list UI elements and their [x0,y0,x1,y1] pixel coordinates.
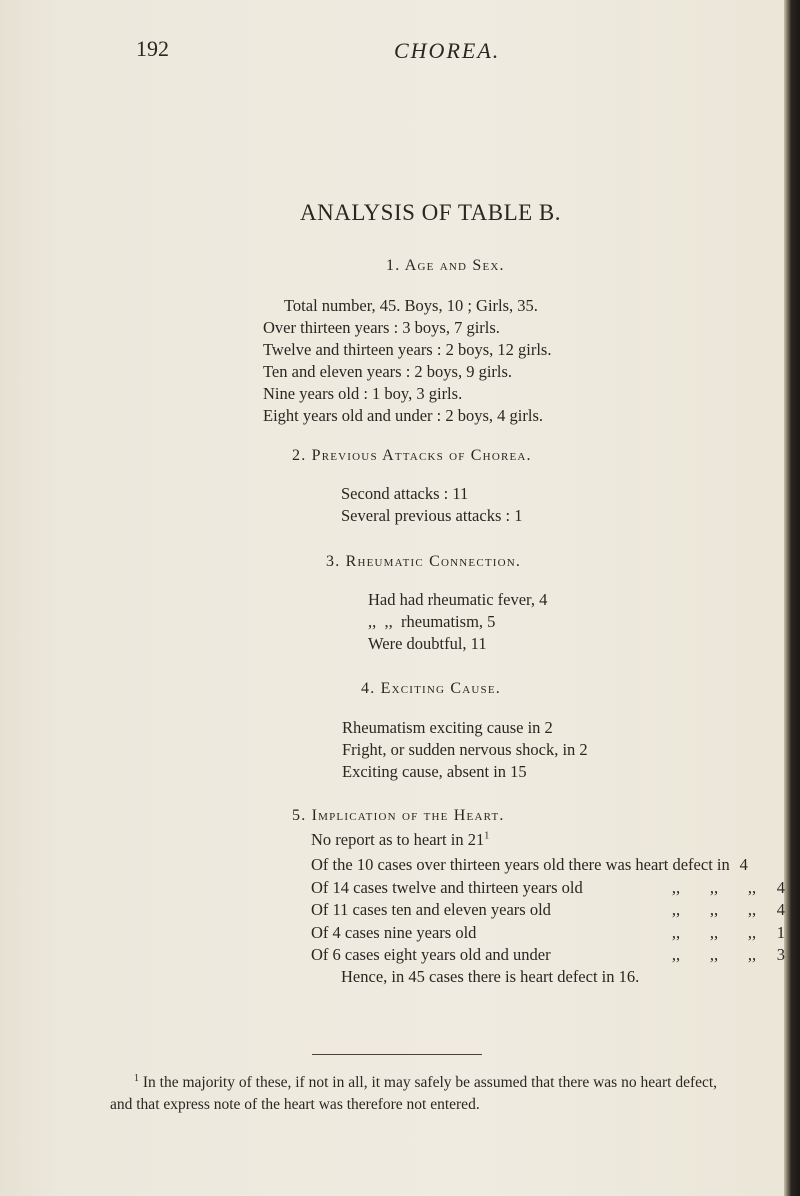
ditto-mark: ,, [671,945,681,964]
list-item: Over thirteen years : 3 boys, 7 girls. [263,318,500,337]
list-item: Had had rheumatic fever, 4 [368,590,548,609]
section-heading-age-and-sex: 1. Age and Sex. [386,257,505,274]
footnote-text: In the majority of these, if not in all, it may safely be assumed that there was no heart defect, and that express note of the heart was therefore not entered. [110,1074,718,1114]
ditto-mark: ,, [671,900,681,919]
ditto-mark: ,, [747,877,757,897]
table-row: Of 14 cases twelve and thirteen years old ,, ,, ,, 4 [311,877,785,897]
ditto-mark: ,, [709,922,719,942]
heart-defect-table [311,855,785,968]
section-heading-exciting-cause: 4. Exciting Cause. [361,680,501,697]
ditto-mark: ,, [747,945,757,964]
no-report-text: No report as to heart in 21 [311,830,485,849]
table-row: Of 6 cases eight years old and under ,, ,, ,, 3 [311,945,785,964]
list-item: Fright, or sudden nervous shock, in 2 [342,740,588,759]
list-item: Ten and eleven years : 2 boys, 9 girls. [263,362,513,381]
row-value: 3 [776,945,785,964]
footnote-marker: 1 [134,1073,139,1084]
section-heading-implication-of-heart: 5. Implication of the Heart. [292,807,505,824]
table-row: Of 4 cases nine years old ,, ,, ,, 1 [311,922,785,942]
list-item: Were doubtful, 11 [368,634,487,653]
ditto-mark: ,, [671,922,681,942]
ditto-mark: ,, [709,900,719,919]
page-edge-shadow [784,0,800,1196]
heart-defect-conclusion: Hence, in 45 cases there is heart defect in 16. [341,967,640,986]
row-value: 4 [739,855,748,874]
list-item: Twelve and thirteen years : 2 boys, 12 girls. [263,340,552,359]
footnote-reference: 1 [484,830,490,842]
footnote [110,1068,730,1116]
section-heading-previous-attacks: 2. Previous Attacks of Chorea. [292,447,532,464]
ditto-mark: ,, [709,945,719,964]
list-item: Rheumatism exciting cause in 2 [342,718,553,737]
ditto-mark: ,, [671,877,681,897]
running-title: CHOREA. [394,38,501,63]
list-item: Total number, 45. Boys, 10 ; Girls, 35. [284,296,538,315]
row-value: 1 [776,922,785,942]
list-item: Several previous attacks : 1 [341,506,523,525]
list-item: Second attacks : 11 [341,484,469,503]
row-value: 4 [776,900,785,919]
page-title: ANALYSIS OF TABLE B. [300,200,562,225]
list-item: Exciting cause, absent in 15 [342,762,527,781]
ditto-mark: ,, [709,877,719,897]
row-value: 4 [776,877,785,897]
page-number: 192 [136,36,169,61]
list-item: ,, ,, rheumatism, 5 [368,612,496,631]
footnote-rule [312,1054,482,1055]
list-item: Eight years old and under : 2 boys, 4 girls. [263,406,544,425]
table-row: Of 11 cases ten and eleven years old ,, ,, ,, 4 [311,900,785,919]
ditto-mark: ,, [747,922,757,942]
section-heading-rheumatic-connection: 3. Rheumatic Connection. [326,553,522,570]
list-item [311,830,489,850]
list-item: Nine years old : 1 boy, 3 girls. [263,384,463,403]
ditto-mark: ,, [747,900,757,919]
table-row: Of the 10 cases over thirteen years old there was heart defect in 4 [311,855,748,874]
